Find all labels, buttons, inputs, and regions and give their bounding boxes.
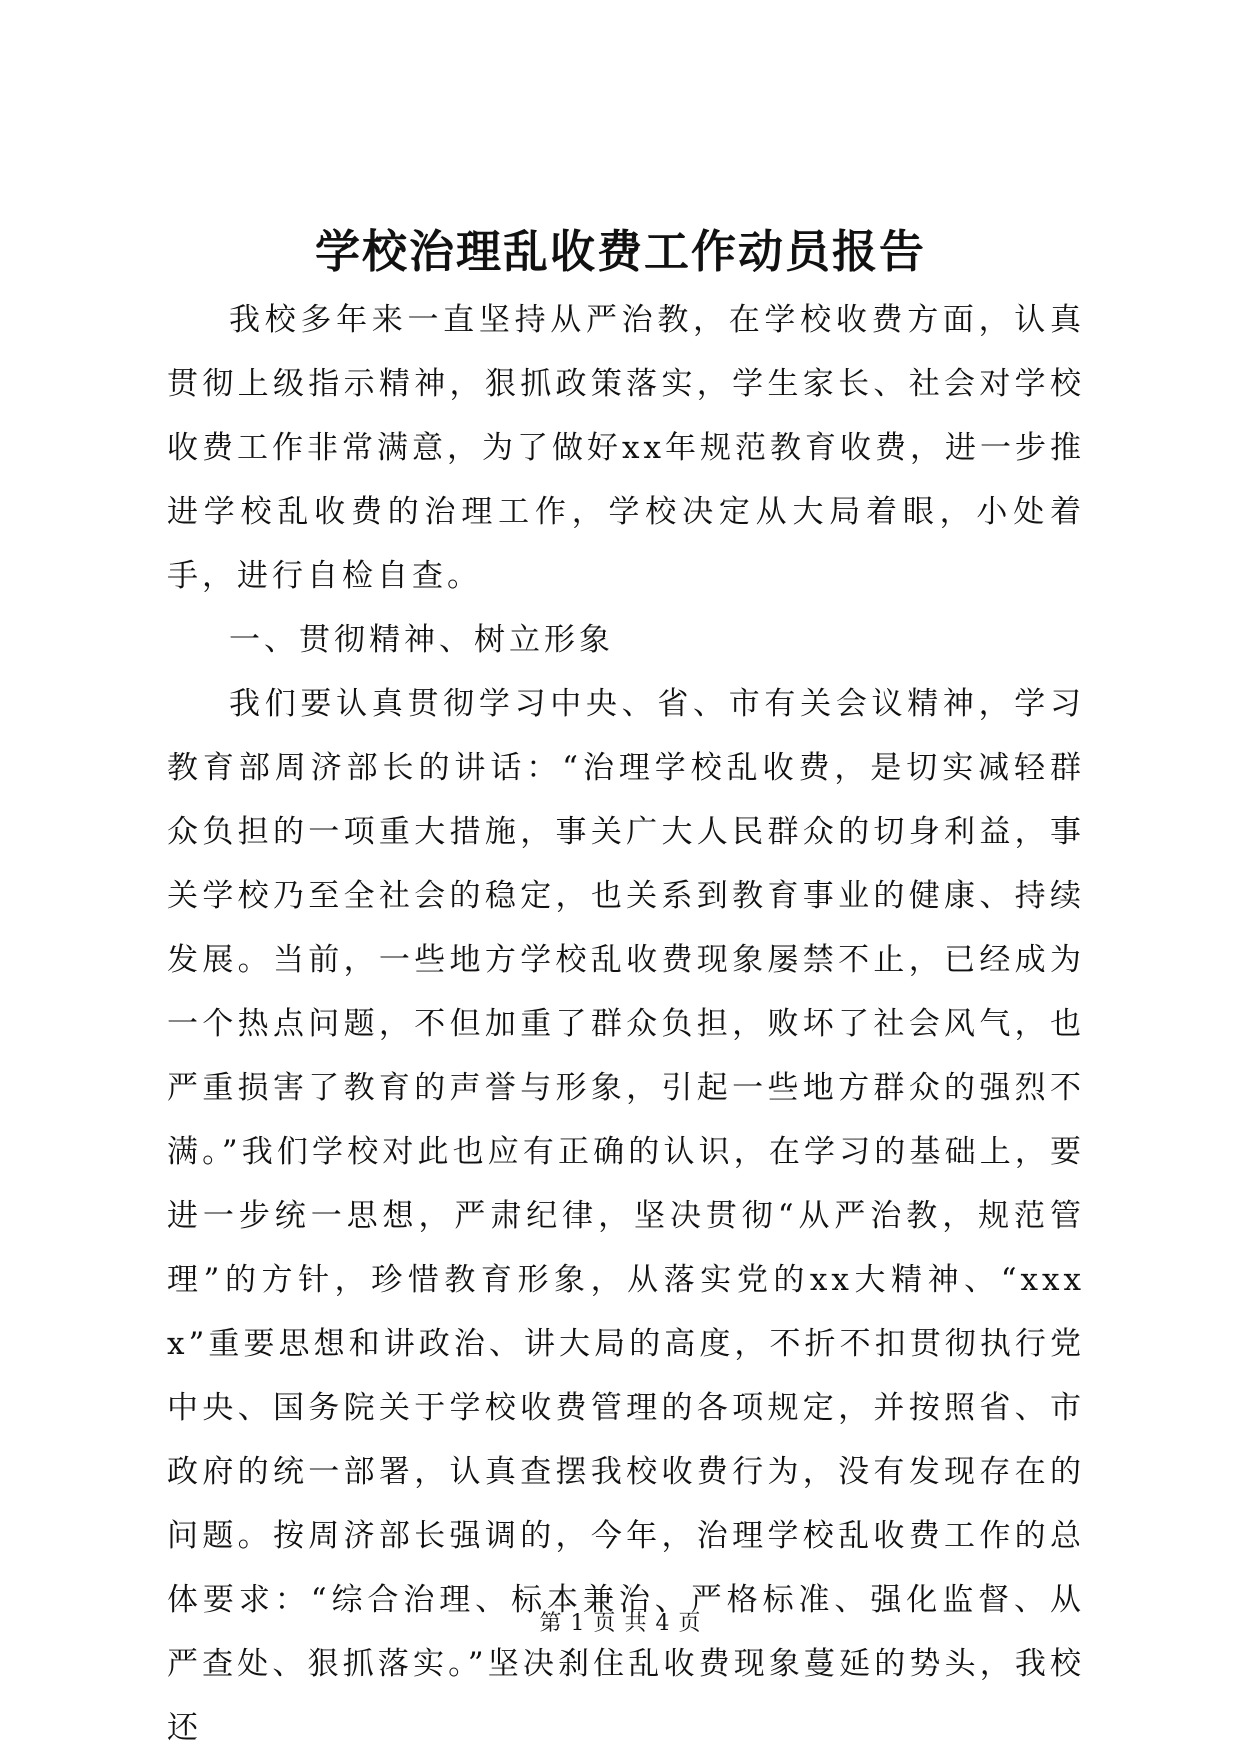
section-heading-1: 一、贯彻精神、树立形象 [229,622,614,658]
page-number-footer: 第 1 页 共 4 页 [539,1611,702,1636]
paragraph-section-1: 我们要认真贯彻学习中央、省、市有关会议精神，学习教育部周济部长的讲话：“治理学校乱收费，是切实减轻群众负担的一项重大措施，事关广大人民群众的切身利益，事关学校乃至全社会的稳定，也关系到教育事业的健康、持续发展。当前，一些地方学校乱收费现象屡禁不止，已经成为一个热点问题，不但加重了群众负担，败坏了社会风气，也严重损害了教育的声誉与形象，引起一些地方群众的强烈不满。”我们学校对此也应有正确的认识，在学习的基础上，要进一步统一思想，严肃纪律，坚决贯彻“从严治教，规范管理”的方针，珍惜教育形象，从落实党的xx大精神、“xxxx”重要思想和讲政治、讲大局的高度，不折不扣贯彻执行党中央、国务院关于学校收费管理的各项规定，并按照省、市政府的统一部署，认真查摆我校收费行为，没有发现存在的问题。按周济部长强调的，今年，治理学校乱收费工作的总体要求：“综合治理、标本兼治、严格标准、强化监督、从严查处、狠抓落实。”坚决刹住乱收费现象蔓延的势头，我校还 [167,686,1085,1746]
document-body [167,288,1085,1760]
paragraph-intro: 我校多年来一直坚持从严治教，在学校收费方面，认真贯彻上级指示精神，狠抓政策落实，学生家长、社会对学校收费工作非常满意，为了做好xx年规范教育收费，进一步推进学校乱收费的治理工作，学校决定从大局着眼，小处着手，进行自检自查。 [167,302,1085,594]
page-title: 学校治理乱收费工作动员报告 [314,225,926,278]
